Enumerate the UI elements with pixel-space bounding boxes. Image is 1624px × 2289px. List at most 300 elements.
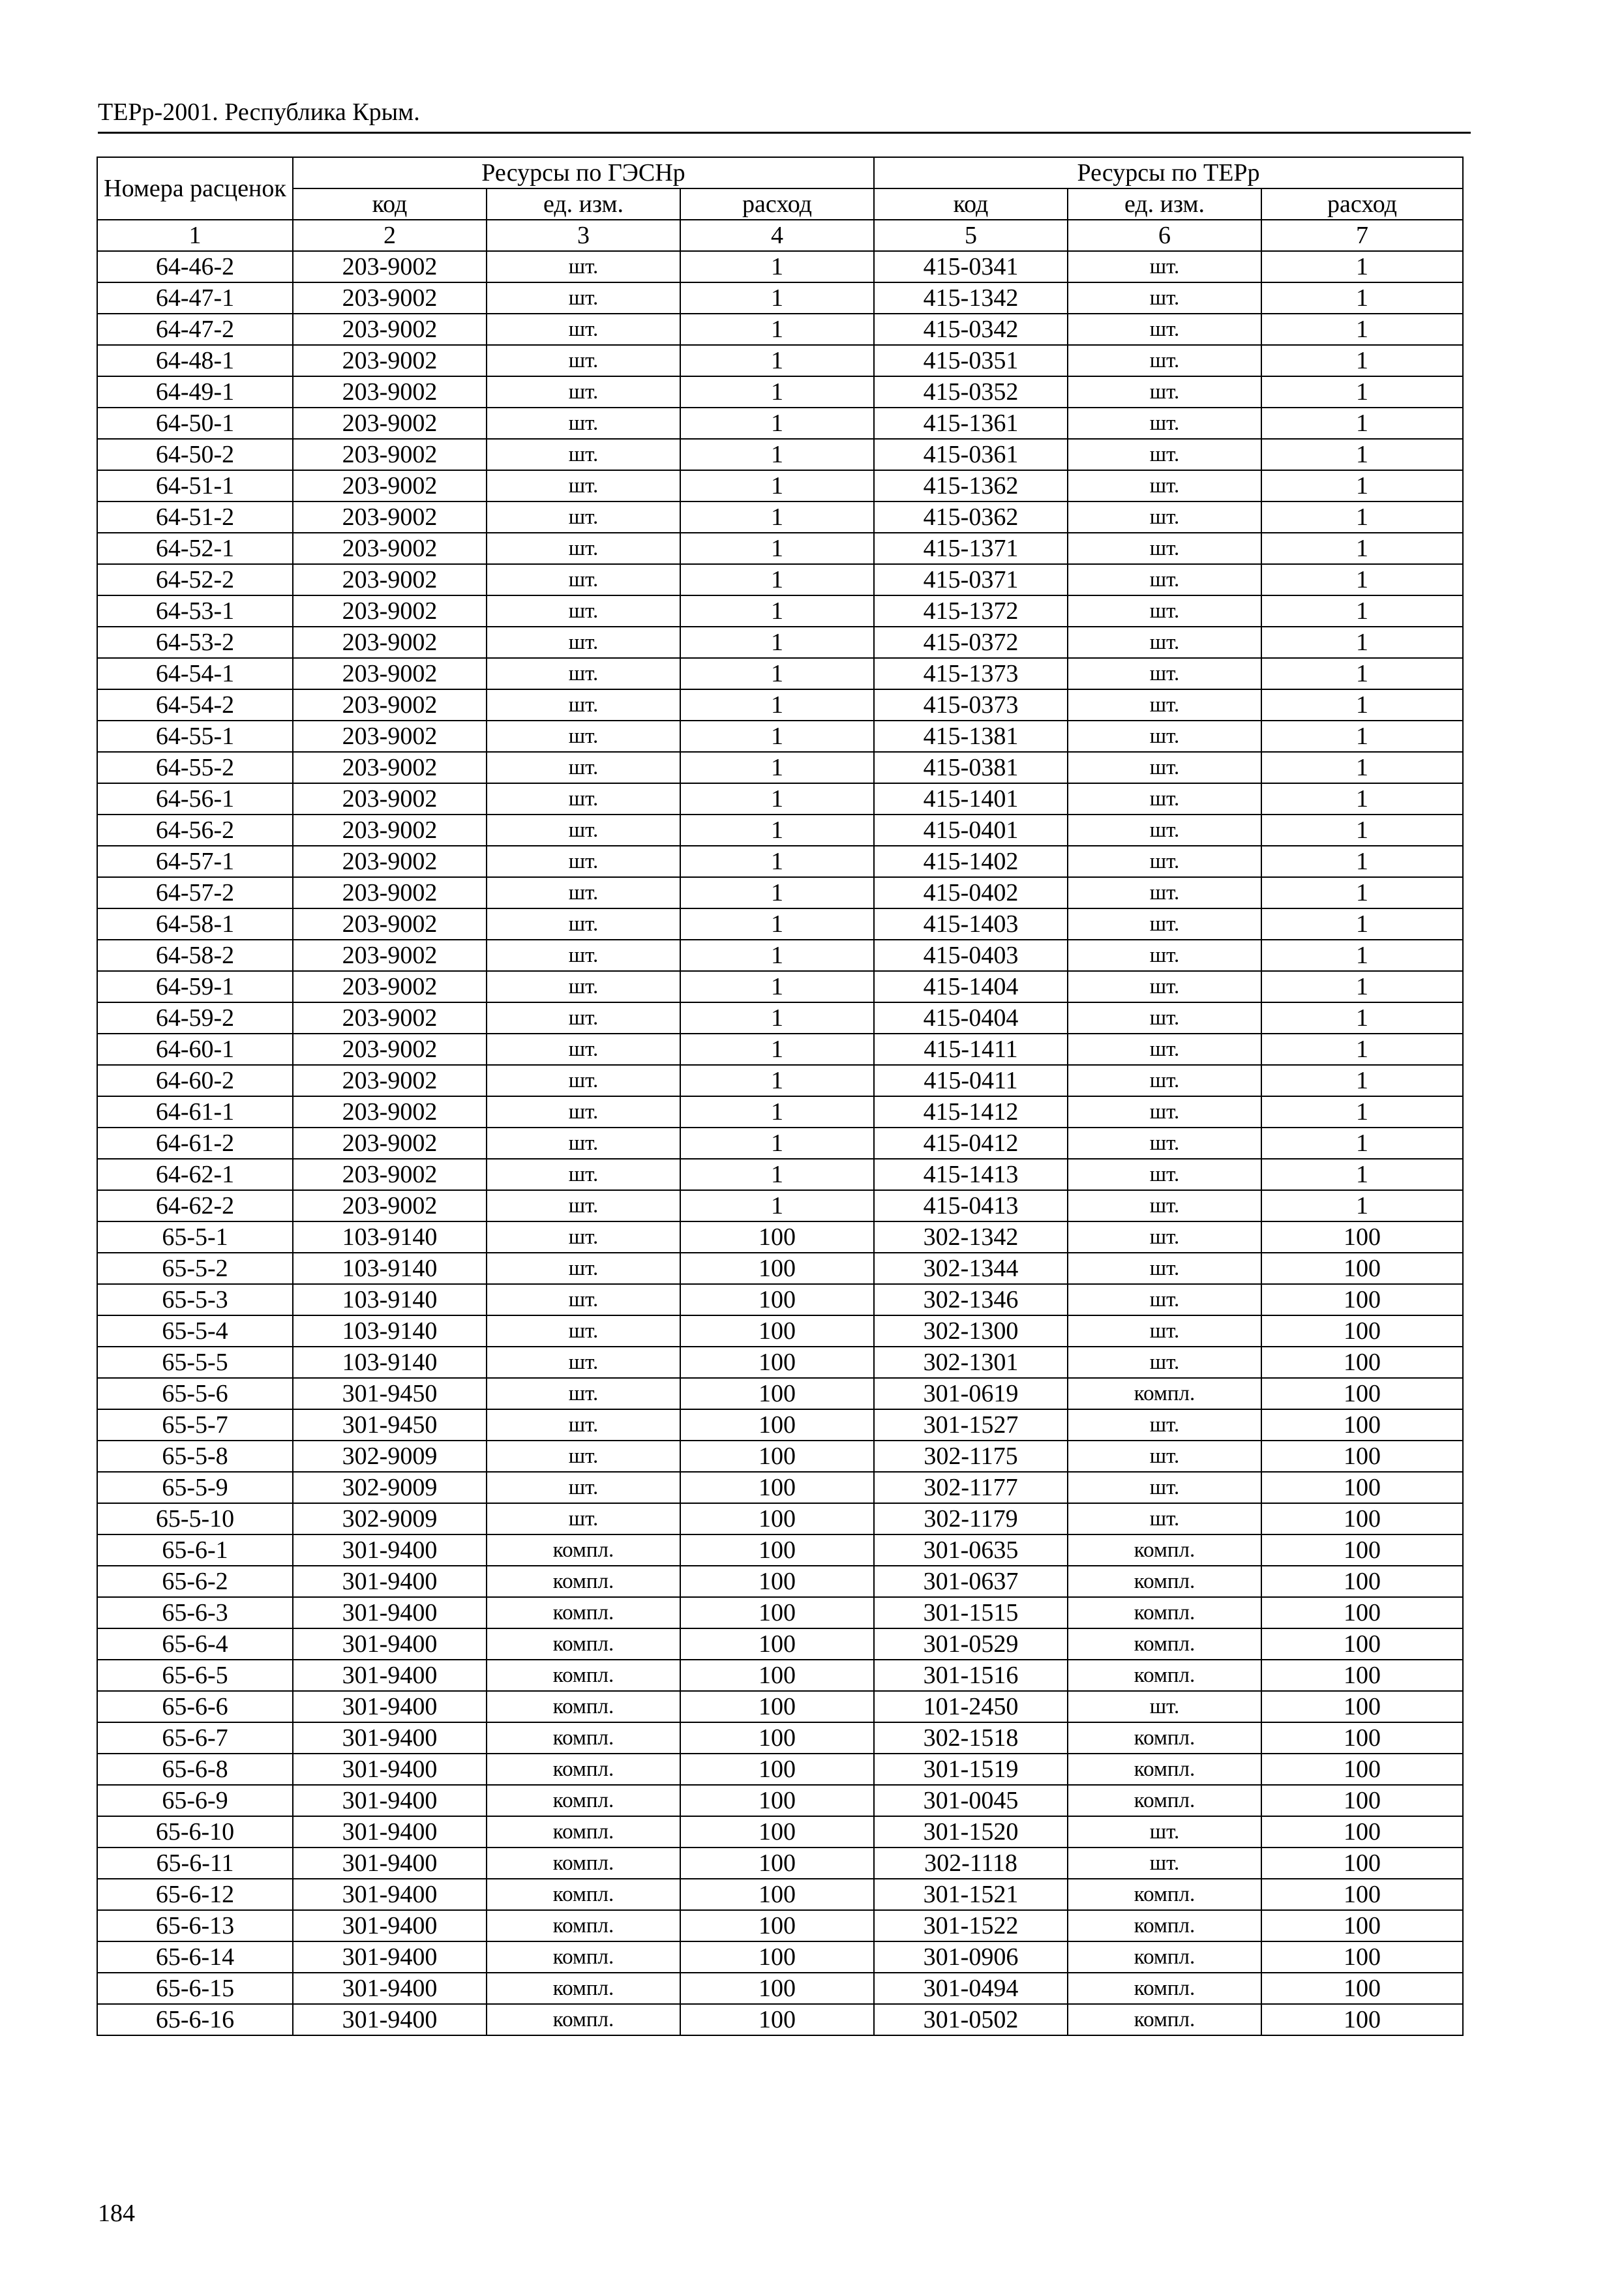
- ter-code-cell: 415-0362: [874, 501, 1068, 533]
- ter-code-cell: 301-0619: [874, 1378, 1068, 1409]
- gesn-unit-cell: шт.: [487, 815, 680, 846]
- ter-unit-cell: шт.: [1068, 1128, 1261, 1159]
- gesn-amount-cell: 1: [680, 1065, 874, 1096]
- ter-code-cell: 301-0637: [874, 1566, 1068, 1597]
- gesn-amount-cell: 1: [680, 940, 874, 971]
- gesn-amount-cell: 100: [680, 1848, 874, 1879]
- gesn-code-cell: 103-9140: [293, 1347, 487, 1378]
- sub-header: расход: [1261, 188, 1463, 220]
- ter-unit-cell: шт.: [1068, 689, 1261, 721]
- ter-amount-cell: 1: [1261, 1065, 1463, 1096]
- ter-unit-cell: шт.: [1068, 1002, 1261, 1034]
- ter-code-cell: 302-1300: [874, 1315, 1068, 1347]
- ter-group-header: Ресурсы по ТЕРр: [874, 157, 1463, 188]
- rate-number-cell: 65-5-5: [97, 1347, 293, 1378]
- table-row: [97, 815, 1463, 846]
- ter-code-cell: 415-0412: [874, 1128, 1068, 1159]
- table-row: [97, 1002, 1463, 1034]
- gesn-code-cell: 203-9002: [293, 1190, 487, 1221]
- ter-unit-cell: шт.: [1068, 408, 1261, 439]
- gesn-code-cell: 301-9400: [293, 1973, 487, 2004]
- gesn-unit-cell: шт.: [487, 533, 680, 564]
- rate-number-cell: 65-6-14: [97, 1941, 293, 1973]
- rate-number-cell: 65-6-6: [97, 1691, 293, 1722]
- rate-number-cell: 64-54-2: [97, 689, 293, 721]
- ter-unit-cell: шт.: [1068, 595, 1261, 627]
- table-row: [97, 1378, 1463, 1409]
- ter-code-cell: 415-0401: [874, 815, 1068, 846]
- gesn-unit-cell: шт.: [487, 1441, 680, 1472]
- gesn-unit-cell: компл.: [487, 1597, 680, 1628]
- sub-header: расход: [680, 188, 874, 220]
- table-row: [97, 314, 1463, 345]
- ter-amount-cell: 100: [1261, 1378, 1463, 1409]
- table-row: [97, 1910, 1463, 1941]
- ter-code-cell: 301-0494: [874, 1973, 1068, 2004]
- rate-number-cell: 64-60-1: [97, 1034, 293, 1065]
- ter-amount-cell: 1: [1261, 439, 1463, 470]
- gesn-amount-cell: 100: [680, 1253, 874, 1284]
- ter-amount-cell: 1: [1261, 314, 1463, 345]
- ter-unit-cell: компл.: [1068, 2004, 1261, 2035]
- ter-amount-cell: 1: [1261, 689, 1463, 721]
- gesn-code-cell: 203-9002: [293, 501, 487, 533]
- gesn-unit-cell: шт.: [487, 564, 680, 595]
- ter-code-cell: 415-1381: [874, 721, 1068, 752]
- ter-unit-cell: шт.: [1068, 533, 1261, 564]
- gesn-unit-cell: шт.: [487, 1472, 680, 1503]
- ter-unit-cell: компл.: [1068, 1534, 1261, 1566]
- gesn-amount-cell: 1: [680, 658, 874, 689]
- gesn-code-cell: 203-9002: [293, 282, 487, 314]
- ter-amount-cell: 1: [1261, 783, 1463, 815]
- ter-amount-cell: 100: [1261, 1660, 1463, 1691]
- ter-unit-cell: шт.: [1068, 345, 1261, 376]
- ter-code-cell: 301-1520: [874, 1816, 1068, 1848]
- page-number: 184: [98, 2200, 135, 2227]
- table-row: [97, 1691, 1463, 1722]
- gesn-code-cell: 301-9400: [293, 1785, 487, 1816]
- ter-unit-cell: компл.: [1068, 1378, 1261, 1409]
- ter-unit-cell: шт.: [1068, 1190, 1261, 1221]
- ter-amount-cell: 100: [1261, 1785, 1463, 1816]
- ter-amount-cell: 1: [1261, 752, 1463, 783]
- ter-unit-cell: шт.: [1068, 971, 1261, 1002]
- rate-number-cell: 65-6-8: [97, 1754, 293, 1785]
- table-row: [97, 1941, 1463, 1973]
- ter-code-cell: 415-0342: [874, 314, 1068, 345]
- ter-amount-cell: 1: [1261, 376, 1463, 408]
- table-row: [97, 1472, 1463, 1503]
- gesn-amount-cell: 1: [680, 314, 874, 345]
- gesn-amount-cell: 1: [680, 345, 874, 376]
- gesn-unit-cell: шт.: [487, 752, 680, 783]
- gesn-amount-cell: 100: [680, 1816, 874, 1848]
- rate-number-cell: 64-55-2: [97, 752, 293, 783]
- gesn-code-cell: 203-9002: [293, 658, 487, 689]
- ter-unit-cell: компл.: [1068, 1597, 1261, 1628]
- table-row: [97, 1503, 1463, 1534]
- ter-amount-cell: 1: [1261, 470, 1463, 501]
- gesn-unit-cell: шт.: [487, 1159, 680, 1190]
- ter-amount-cell: 1: [1261, 408, 1463, 439]
- gesn-unit-cell: компл.: [487, 1941, 680, 1973]
- gesn-unit-cell: шт.: [487, 1002, 680, 1034]
- gesn-amount-cell: 100: [680, 2004, 874, 2035]
- gesn-unit-cell: шт.: [487, 1503, 680, 1534]
- column-number: 3: [487, 220, 680, 251]
- table-row: [97, 1128, 1463, 1159]
- gesn-amount-cell: 100: [680, 1472, 874, 1503]
- ter-code-cell: 415-1373: [874, 658, 1068, 689]
- ter-unit-cell: компл.: [1068, 1910, 1261, 1941]
- rate-number-cell: 65-5-1: [97, 1221, 293, 1253]
- ter-unit-cell: шт.: [1068, 1503, 1261, 1534]
- rate-number-cell: 65-6-5: [97, 1660, 293, 1691]
- ter-amount-cell: 1: [1261, 1128, 1463, 1159]
- gesn-code-cell: 203-9002: [293, 564, 487, 595]
- gesn-amount-cell: 1: [680, 1002, 874, 1034]
- ter-code-cell: 415-1404: [874, 971, 1068, 1002]
- gesn-amount-cell: 100: [680, 1879, 874, 1910]
- ter-code-cell: 301-0502: [874, 2004, 1068, 2035]
- ter-code-cell: 415-0352: [874, 376, 1068, 408]
- rate-number-cell: 64-58-1: [97, 908, 293, 940]
- gesn-unit-cell: шт.: [487, 627, 680, 658]
- ter-amount-cell: 100: [1261, 1879, 1463, 1910]
- gesn-unit-cell: компл.: [487, 1691, 680, 1722]
- rate-number-cell: 64-53-1: [97, 595, 293, 627]
- table-row: [97, 689, 1463, 721]
- gesn-code-cell: 203-9002: [293, 627, 487, 658]
- ter-code-cell: 415-1411: [874, 1034, 1068, 1065]
- gesn-code-cell: 301-9450: [293, 1378, 487, 1409]
- ter-code-cell: 301-1515: [874, 1597, 1068, 1628]
- gesn-code-cell: 203-9002: [293, 971, 487, 1002]
- ter-code-cell: 415-0402: [874, 877, 1068, 908]
- gesn-amount-cell: 1: [680, 595, 874, 627]
- rate-number-cell: 65-5-2: [97, 1253, 293, 1284]
- ter-unit-cell: шт.: [1068, 1159, 1261, 1190]
- ter-unit-cell: компл.: [1068, 1628, 1261, 1660]
- gesn-code-cell: 302-9009: [293, 1503, 487, 1534]
- resource-mapping-table: [97, 157, 1464, 2036]
- rate-number-cell: 65-6-7: [97, 1722, 293, 1754]
- gesn-code-cell: 203-9002: [293, 877, 487, 908]
- ter-code-cell: 302-1177: [874, 1472, 1068, 1503]
- gesn-amount-cell: 100: [680, 1597, 874, 1628]
- table-row: [97, 971, 1463, 1002]
- gesn-amount-cell: 1: [680, 721, 874, 752]
- gesn-code-cell: 203-9002: [293, 470, 487, 501]
- ter-amount-cell: 1: [1261, 564, 1463, 595]
- gesn-code-cell: 301-9400: [293, 1754, 487, 1785]
- ter-code-cell: 302-1301: [874, 1347, 1068, 1378]
- table-row: [97, 846, 1463, 877]
- table-header: [97, 157, 1463, 251]
- gesn-code-cell: 203-9002: [293, 940, 487, 971]
- ter-unit-cell: шт.: [1068, 1315, 1261, 1347]
- gesn-amount-cell: 1: [680, 877, 874, 908]
- ter-amount-cell: 100: [1261, 1691, 1463, 1722]
- gesn-unit-cell: шт.: [487, 940, 680, 971]
- ter-code-cell: 415-1361: [874, 408, 1068, 439]
- rate-number-cell: 64-50-1: [97, 408, 293, 439]
- gesn-unit-cell: шт.: [487, 1190, 680, 1221]
- gesn-code-cell: 301-9400: [293, 1910, 487, 1941]
- gesn-amount-cell: 1: [680, 251, 874, 282]
- gesn-unit-cell: шт.: [487, 1128, 680, 1159]
- gesn-unit-cell: шт.: [487, 408, 680, 439]
- gesn-amount-cell: 100: [680, 1378, 874, 1409]
- table-row: [97, 1065, 1463, 1096]
- gesn-amount-cell: 100: [680, 1441, 874, 1472]
- table-row: [97, 1096, 1463, 1128]
- rate-number-cell: 64-58-2: [97, 940, 293, 971]
- rate-number-cell: 64-50-2: [97, 439, 293, 470]
- ter-unit-cell: шт.: [1068, 940, 1261, 971]
- rate-number-cell: 65-6-9: [97, 1785, 293, 1816]
- ter-unit-cell: шт.: [1068, 627, 1261, 658]
- sub-header: код: [874, 188, 1068, 220]
- rate-number-cell: 65-5-10: [97, 1503, 293, 1534]
- table-row: [97, 345, 1463, 376]
- gesn-code-cell: 301-9400: [293, 1566, 487, 1597]
- rate-number-cell: 65-5-9: [97, 1472, 293, 1503]
- gesn-unit-cell: компл.: [487, 1722, 680, 1754]
- ter-unit-cell: компл.: [1068, 1973, 1261, 2004]
- ter-amount-cell: 100: [1261, 1628, 1463, 1660]
- column-number: 4: [680, 220, 874, 251]
- gesn-code-cell: 301-9400: [293, 1691, 487, 1722]
- rate-number-cell: 64-54-1: [97, 658, 293, 689]
- table-row: [97, 721, 1463, 752]
- table-row: [97, 1660, 1463, 1691]
- ter-amount-cell: 100: [1261, 1253, 1463, 1284]
- gesn-code-cell: 301-9400: [293, 1597, 487, 1628]
- ter-code-cell: 301-0906: [874, 1941, 1068, 1973]
- gesn-code-cell: 301-9400: [293, 2004, 487, 2035]
- gesn-unit-cell: шт.: [487, 376, 680, 408]
- ter-code-cell: 302-1179: [874, 1503, 1068, 1534]
- gesn-code-cell: 203-9002: [293, 251, 487, 282]
- ter-unit-cell: шт.: [1068, 658, 1261, 689]
- gesn-unit-cell: шт.: [487, 1253, 680, 1284]
- gesn-amount-cell: 1: [680, 908, 874, 940]
- ter-amount-cell: 100: [1261, 1816, 1463, 1848]
- ter-unit-cell: шт.: [1068, 1441, 1261, 1472]
- rate-number-cell: 65-6-1: [97, 1534, 293, 1566]
- rate-number-cell: 65-6-11: [97, 1848, 293, 1879]
- rate-number-cell: 64-51-2: [97, 501, 293, 533]
- table-row: [97, 1754, 1463, 1785]
- ter-unit-cell: шт.: [1068, 752, 1261, 783]
- ter-amount-cell: 100: [1261, 1534, 1463, 1566]
- gesn-amount-cell: 100: [680, 1566, 874, 1597]
- ter-amount-cell: 100: [1261, 1315, 1463, 1347]
- ter-unit-cell: компл.: [1068, 1879, 1261, 1910]
- rate-number-cell: 64-47-1: [97, 282, 293, 314]
- sub-header: ед. изм.: [487, 188, 680, 220]
- ter-code-cell: 415-1413: [874, 1159, 1068, 1190]
- gesn-amount-cell: 1: [680, 439, 874, 470]
- gesn-unit-cell: компл.: [487, 1566, 680, 1597]
- gesn-unit-cell: шт.: [487, 1221, 680, 1253]
- table-row: [97, 564, 1463, 595]
- ter-unit-cell: компл.: [1068, 1660, 1261, 1691]
- gesn-amount-cell: 1: [680, 1034, 874, 1065]
- ter-amount-cell: 1: [1261, 345, 1463, 376]
- rate-number-cell: 64-62-1: [97, 1159, 293, 1190]
- ter-amount-cell: 1: [1261, 940, 1463, 971]
- rate-number-cell: 65-6-3: [97, 1597, 293, 1628]
- ter-code-cell: 415-0372: [874, 627, 1068, 658]
- ter-amount-cell: 1: [1261, 1096, 1463, 1128]
- gesn-unit-cell: шт.: [487, 689, 680, 721]
- gesn-code-cell: 301-9400: [293, 1628, 487, 1660]
- ter-amount-cell: 100: [1261, 1221, 1463, 1253]
- ter-unit-cell: шт.: [1068, 564, 1261, 595]
- table-row: [97, 1284, 1463, 1315]
- ter-amount-cell: 1: [1261, 533, 1463, 564]
- ter-amount-cell: 1: [1261, 501, 1463, 533]
- gesn-amount-cell: 100: [680, 1785, 874, 1816]
- ter-code-cell: 301-0045: [874, 1785, 1068, 1816]
- ter-code-cell: 415-0373: [874, 689, 1068, 721]
- ter-amount-cell: 100: [1261, 1441, 1463, 1472]
- ter-unit-cell: шт.: [1068, 1691, 1261, 1722]
- gesn-amount-cell: 1: [680, 408, 874, 439]
- ter-code-cell: 415-0404: [874, 1002, 1068, 1034]
- table-row: [97, 1034, 1463, 1065]
- ter-code-cell: 302-1344: [874, 1253, 1068, 1284]
- gesn-unit-cell: шт.: [487, 251, 680, 282]
- table-row: [97, 470, 1463, 501]
- ter-unit-cell: шт.: [1068, 783, 1261, 815]
- gesn-amount-cell: 100: [680, 1910, 874, 1941]
- gesn-code-cell: 103-9140: [293, 1221, 487, 1253]
- table-row: [97, 1816, 1463, 1848]
- ter-code-cell: 415-0341: [874, 251, 1068, 282]
- ter-code-cell: 415-1402: [874, 846, 1068, 877]
- gesn-code-cell: 301-9400: [293, 1848, 487, 1879]
- gesn-amount-cell: 1: [680, 564, 874, 595]
- ter-unit-cell: шт.: [1068, 1816, 1261, 1848]
- table-row: [97, 251, 1463, 282]
- ter-unit-cell: компл.: [1068, 1785, 1261, 1816]
- gesn-amount-cell: 1: [680, 971, 874, 1002]
- column-number: 7: [1261, 220, 1463, 251]
- rate-number-cell: 65-5-6: [97, 1378, 293, 1409]
- ter-amount-cell: 1: [1261, 721, 1463, 752]
- ter-code-cell: 415-1412: [874, 1096, 1068, 1128]
- ter-code-cell: 415-1371: [874, 533, 1068, 564]
- ter-amount-cell: 1: [1261, 282, 1463, 314]
- ter-amount-cell: 100: [1261, 1347, 1463, 1378]
- table-row: [97, 439, 1463, 470]
- rate-number-cell: 64-52-1: [97, 533, 293, 564]
- gesn-amount-cell: 100: [680, 1722, 874, 1754]
- gesn-amount-cell: 1: [680, 282, 874, 314]
- column-number: 2: [293, 220, 487, 251]
- table-row: [97, 783, 1463, 815]
- ter-unit-cell: шт.: [1068, 376, 1261, 408]
- ter-unit-cell: шт.: [1068, 721, 1261, 752]
- table-row: [97, 658, 1463, 689]
- rate-number-cell: 64-61-2: [97, 1128, 293, 1159]
- rate-number-cell: 64-59-1: [97, 971, 293, 1002]
- column-number: 5: [874, 220, 1068, 251]
- table-body: [97, 251, 1463, 2035]
- ter-unit-cell: шт.: [1068, 1284, 1261, 1315]
- rate-number-cell: 64-56-2: [97, 815, 293, 846]
- ter-unit-cell: шт.: [1068, 877, 1261, 908]
- ter-unit-cell: шт.: [1068, 815, 1261, 846]
- gesn-code-cell: 301-9400: [293, 1722, 487, 1754]
- ter-unit-cell: шт.: [1068, 251, 1261, 282]
- gesn-amount-cell: 100: [680, 1534, 874, 1566]
- gesn-code-cell: 203-9002: [293, 314, 487, 345]
- ter-code-cell: 301-1516: [874, 1660, 1068, 1691]
- ter-unit-cell: шт.: [1068, 439, 1261, 470]
- ter-code-cell: 415-0403: [874, 940, 1068, 971]
- gesn-unit-cell: шт.: [487, 1409, 680, 1441]
- table-row: [97, 1441, 1463, 1472]
- rate-number-header: Номера расценок: [97, 157, 293, 220]
- ter-amount-cell: 1: [1261, 877, 1463, 908]
- gesn-unit-cell: компл.: [487, 1816, 680, 1848]
- ter-amount-cell: 100: [1261, 1754, 1463, 1785]
- ter-code-cell: 301-1527: [874, 1409, 1068, 1441]
- gesn-unit-cell: шт.: [487, 1034, 680, 1065]
- table-row: [97, 1347, 1463, 1378]
- table-row: [97, 752, 1463, 783]
- ter-amount-cell: 100: [1261, 1597, 1463, 1628]
- ter-amount-cell: 100: [1261, 1409, 1463, 1441]
- rate-number-cell: 65-5-3: [97, 1284, 293, 1315]
- gesn-amount-cell: 100: [680, 1628, 874, 1660]
- gesn-amount-cell: 100: [680, 1315, 874, 1347]
- gesn-unit-cell: шт.: [487, 1315, 680, 1347]
- gesn-code-cell: 203-9002: [293, 846, 487, 877]
- table-row: [97, 1785, 1463, 1816]
- ter-amount-cell: 100: [1261, 1910, 1463, 1941]
- ter-amount-cell: 100: [1261, 1941, 1463, 1973]
- gesn-code-cell: 203-9002: [293, 1002, 487, 1034]
- ter-code-cell: 415-1403: [874, 908, 1068, 940]
- ter-amount-cell: 1: [1261, 1159, 1463, 1190]
- gesn-unit-cell: шт.: [487, 846, 680, 877]
- gesn-amount-cell: 100: [680, 1660, 874, 1691]
- table-row: [97, 1190, 1463, 1221]
- gesn-code-cell: 301-9400: [293, 1816, 487, 1848]
- gesn-amount-cell: 1: [680, 752, 874, 783]
- gesn-unit-cell: шт.: [487, 314, 680, 345]
- ter-unit-cell: компл.: [1068, 1941, 1261, 1973]
- gesn-unit-cell: компл.: [487, 1754, 680, 1785]
- gesn-unit-cell: шт.: [487, 470, 680, 501]
- ter-code-cell: 301-1522: [874, 1910, 1068, 1941]
- gesn-amount-cell: 1: [680, 376, 874, 408]
- rate-number-cell: 65-6-4: [97, 1628, 293, 1660]
- ter-code-cell: 301-0635: [874, 1534, 1068, 1566]
- gesn-unit-cell: шт.: [487, 721, 680, 752]
- gesn-code-cell: 302-9009: [293, 1472, 487, 1503]
- gesn-amount-cell: 1: [680, 627, 874, 658]
- gesn-amount-cell: 100: [680, 1691, 874, 1722]
- gesn-amount-cell: 100: [680, 1941, 874, 1973]
- rate-number-cell: 65-6-12: [97, 1879, 293, 1910]
